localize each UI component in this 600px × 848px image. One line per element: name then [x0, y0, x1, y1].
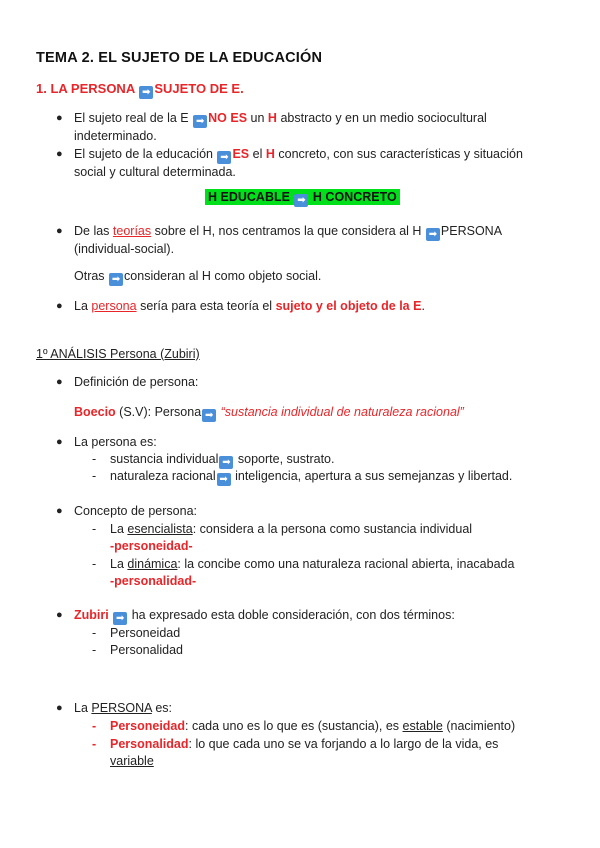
text-es: ES [232, 147, 250, 161]
arrow-right-icon: ➡ [217, 151, 231, 164]
text-sujeto-objeto: sujeto y el objeto de la E [275, 299, 422, 313]
text: La [110, 522, 124, 536]
text: el [252, 147, 263, 161]
text: sustancia individual [110, 452, 219, 466]
paragraph-la-persona-es [74, 699, 172, 717]
sub-personalidad-def [110, 735, 498, 753]
bullet-icon: ● [56, 609, 63, 621]
text-dinamica: dinámica [127, 557, 178, 571]
dash-icon: - [92, 452, 97, 466]
bullet-icon: ● [56, 112, 63, 124]
text: H CONCRETO [312, 190, 397, 204]
text: : cada uno es lo que es (sustancia), es [185, 719, 400, 733]
text: consideran al H como objeto social. [124, 269, 322, 283]
text: un [250, 111, 265, 125]
text: La [74, 701, 88, 715]
text-teorias: teorías [112, 224, 152, 238]
dash-icon: - [92, 643, 97, 657]
text: (S.V): Persona [119, 405, 202, 419]
bullet-icon: ● [56, 436, 63, 448]
text-no-es: NO ES [208, 111, 248, 125]
paragraph-boecio [74, 403, 464, 422]
paragraph-definicion: Definición de persona: [74, 375, 199, 389]
arrow-right-icon: ➡ [217, 473, 231, 486]
text-personeidad: Personeidad [110, 719, 186, 733]
text: : considera a la persona como sustancia individual [192, 522, 473, 536]
highlight-educable-concreto [205, 190, 400, 207]
bullet-icon: ● [56, 376, 63, 388]
sub-naturaleza [110, 467, 512, 486]
sub-personeidad-tag: -personeidad- [110, 539, 193, 553]
dash-icon: - [92, 737, 97, 751]
text: inteligencia, apertura a sus semejanzas y libertad. [235, 469, 513, 483]
section-heading-part-a: 1. LA PERSONA [36, 81, 135, 96]
arrow-right-icon: ➡ [294, 194, 308, 207]
bullet-icon: ● [56, 300, 63, 312]
arrow-right-icon: ➡ [113, 612, 127, 625]
text: El sujeto de la educación [74, 147, 213, 161]
text-persona: persona [91, 299, 137, 313]
text: : la concibe como una naturaleza racional abierta, inacabada [177, 557, 515, 571]
text: es: [155, 701, 172, 715]
text: H EDUCABLE [208, 190, 290, 204]
arrow-right-icon: ➡ [219, 456, 233, 469]
dash-icon: - [92, 719, 97, 733]
arrow-right-icon: ➡ [109, 273, 123, 286]
dash-icon: - [92, 522, 97, 536]
paragraph-sujeto-real-cont: indeterminado. [74, 129, 157, 143]
text: sobre el H, nos centramos la que considera al H [154, 224, 422, 238]
text-esencialista: esencialista [127, 522, 193, 536]
sub-personeidad: Personeidad [110, 626, 181, 640]
text: PERSONA [440, 224, 503, 238]
text-estable: estable [402, 719, 443, 733]
paragraph-teorias [74, 222, 502, 241]
paragraph-concepto: Concepto de persona: [74, 504, 198, 518]
text: : lo que cada uno se va forjando a lo largo de la vida, es [188, 737, 499, 751]
text-persona-upper: PERSONA [91, 701, 152, 715]
text-personalidad: Personalidad [110, 737, 189, 751]
paragraph-sujeto-educacion-cont: social y cultural determinada. [74, 165, 236, 179]
text-h: H [265, 147, 275, 161]
text: soporte, sustrato. [237, 452, 335, 466]
paragraph-sujeto-real [74, 109, 487, 128]
text-boecio: Boecio [74, 405, 116, 419]
paragraph-zubiri [74, 606, 455, 625]
text: naturaleza racional [110, 469, 216, 483]
text: ha expresado esta doble consideración, con dos términos: [131, 608, 455, 622]
sub-personalidad: Personalidad [110, 643, 183, 657]
dash-icon: - [92, 626, 97, 640]
text-quote: “sustancia individual de naturaleza racional” [220, 405, 464, 419]
sub-personalidad-tag: -personalidad- [110, 574, 197, 588]
dash-icon: - [92, 557, 97, 571]
paragraph-persona [74, 297, 425, 315]
text: sería para esta teoría el [140, 299, 273, 313]
text: De las [74, 224, 110, 238]
text: La [74, 299, 88, 313]
text: El sujeto real de la E [74, 111, 189, 125]
sub-personeidad-def [110, 717, 515, 735]
text: . [421, 299, 425, 313]
page-title: TEMA 2. EL SUJETO DE LA EDUCACIÓN [36, 50, 323, 66]
sub-esencialista [110, 520, 472, 538]
dash-icon: - [92, 469, 97, 483]
text: (nacimiento) [446, 719, 516, 733]
bullet-icon: ● [56, 148, 63, 160]
text: concreto, con sus características y situación [278, 147, 523, 161]
arrow-right-icon: ➡ [139, 86, 153, 99]
paragraph-teorias-cont: (individual-social). [74, 242, 175, 256]
section-heading-part-b: SUJETO DE E. [154, 81, 244, 96]
text: abstracto y en un medio sociocultural [280, 111, 487, 125]
bullet-icon: ● [56, 702, 63, 714]
bullet-icon: ● [56, 225, 63, 237]
paragraph-persona-es: La persona es: [74, 435, 157, 449]
text: La [110, 557, 124, 571]
text-zubiri: Zubiri [74, 608, 109, 622]
section-heading-persona [36, 80, 244, 99]
text-h: H [267, 111, 277, 125]
text-variable: variable [110, 754, 154, 768]
arrow-right-icon: ➡ [426, 228, 440, 241]
text: Otras [74, 269, 105, 283]
arrow-right-icon: ➡ [193, 115, 207, 128]
sub-dinamica [110, 555, 514, 573]
paragraph-sujeto-educacion [74, 145, 523, 164]
arrow-right-icon: ➡ [202, 409, 216, 422]
bullet-icon: ● [56, 505, 63, 517]
analysis-heading: 1º ANÁLISIS Persona (Zubiri) [36, 347, 200, 361]
paragraph-otras [74, 267, 321, 286]
